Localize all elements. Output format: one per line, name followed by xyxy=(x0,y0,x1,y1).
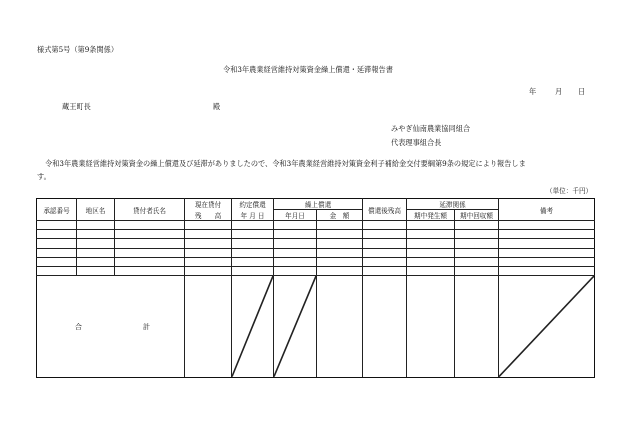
cell-delinq-new[interactable] xyxy=(407,221,455,230)
header-borrower: 貸付者氏名 xyxy=(115,199,185,221)
header-scheduled-bottom: 年 月 日 xyxy=(240,211,265,220)
cell-remarks[interactable] xyxy=(499,221,595,230)
statement-line-2: す。 xyxy=(37,172,51,181)
cell-current-balance[interactable] xyxy=(185,267,232,276)
total-label-left: 合 xyxy=(75,322,82,331)
cell-remarks[interactable] xyxy=(499,257,595,266)
cell-delinq-collected[interactable] xyxy=(455,248,499,257)
cell-delinq-new[interactable] xyxy=(407,248,455,257)
header-current-balance xyxy=(185,199,232,221)
cell-early-amount[interactable] xyxy=(317,239,363,248)
diagonal-slash-icon xyxy=(274,276,316,377)
header-after-balance: 償還後残高 xyxy=(363,199,407,221)
cell-early-amount[interactable] xyxy=(317,221,363,230)
cell-district[interactable] xyxy=(77,230,115,239)
cell-early-amount[interactable] xyxy=(317,267,363,276)
header-row-1 xyxy=(37,199,595,210)
cell-scheduled[interactable] xyxy=(232,230,274,239)
cell-borrower[interactable] xyxy=(115,267,185,276)
header-scheduled-repayment xyxy=(232,199,274,221)
cell-scheduled[interactable] xyxy=(232,267,274,276)
cell-early-date[interactable] xyxy=(274,267,317,276)
cell-after-balance[interactable] xyxy=(363,267,407,276)
cell-district[interactable] xyxy=(77,267,115,276)
table-row xyxy=(37,248,595,257)
cell-district[interactable] xyxy=(77,248,115,257)
date-month: 月 xyxy=(555,87,563,96)
cell-district[interactable] xyxy=(77,221,115,230)
cell-delinq-collected[interactable] xyxy=(455,221,499,230)
diagonal-slash-icon xyxy=(499,276,594,377)
header-district: 地区名 xyxy=(77,199,115,221)
cell-approval-no[interactable] xyxy=(37,267,77,276)
table-row xyxy=(37,239,595,248)
header-delinq-new: 期中発生額 xyxy=(407,210,455,221)
report-table xyxy=(36,198,595,378)
total-delinq-collected[interactable] xyxy=(455,276,499,378)
header-current-balance-bottom: 残 高 xyxy=(194,211,222,220)
cell-scheduled[interactable] xyxy=(232,239,274,248)
cell-approval-no[interactable] xyxy=(37,230,77,239)
total-early-amount[interactable] xyxy=(317,276,363,378)
cell-approval-no[interactable] xyxy=(37,248,77,257)
document-title: 令和3年農業経営維持対策資金繰上償還・延滞報告書 xyxy=(223,65,393,74)
cell-current-balance[interactable] xyxy=(185,230,232,239)
cell-early-date[interactable] xyxy=(274,257,317,266)
total-current-balance[interactable] xyxy=(185,276,232,378)
cell-early-amount[interactable] xyxy=(317,257,363,266)
cell-district[interactable] xyxy=(77,239,115,248)
cell-borrower[interactable] xyxy=(115,257,185,266)
cell-delinq-new[interactable] xyxy=(407,239,455,248)
cell-approval-no[interactable] xyxy=(37,239,77,248)
cell-delinq-collected[interactable] xyxy=(455,239,499,248)
cell-delinq-collected[interactable] xyxy=(455,257,499,266)
cell-early-amount[interactable] xyxy=(317,248,363,257)
table-row xyxy=(37,221,595,230)
addressee: 蔵王町長 xyxy=(62,102,91,111)
cell-after-balance[interactable] xyxy=(363,230,407,239)
header-delinq-collected: 期中回収額 xyxy=(455,210,499,221)
form-number: 様式第5号（第9条関係） xyxy=(37,45,119,54)
cell-current-balance[interactable] xyxy=(185,257,232,266)
total-early-date-crossed xyxy=(274,276,317,378)
sender-org: みやぎ仙南農業協同組合 xyxy=(391,124,471,133)
cell-delinq-collected[interactable] xyxy=(455,230,499,239)
unit-note: （単位：千円） xyxy=(546,187,593,195)
total-label-cell xyxy=(37,276,185,378)
date-day: 日 xyxy=(578,87,586,96)
cell-after-balance[interactable] xyxy=(363,248,407,257)
cell-borrower[interactable] xyxy=(115,221,185,230)
sender-representative: 代表理事組合長 xyxy=(391,138,442,147)
cell-borrower[interactable] xyxy=(115,230,185,239)
honorific: 殿 xyxy=(213,102,221,111)
cell-remarks[interactable] xyxy=(499,230,595,239)
cell-remarks[interactable] xyxy=(499,267,595,276)
cell-scheduled[interactable] xyxy=(232,248,274,257)
total-scheduled-crossed xyxy=(232,276,274,378)
header-early-amount: 金 額 xyxy=(317,210,363,221)
cell-current-balance[interactable] xyxy=(185,239,232,248)
header-scheduled-top: 約定償還 xyxy=(239,201,266,210)
cell-approval-no[interactable] xyxy=(37,221,77,230)
cell-approval-no[interactable] xyxy=(37,257,77,266)
header-approval-no: 承認番号 xyxy=(37,199,77,221)
cell-borrower[interactable] xyxy=(115,239,185,248)
cell-borrower[interactable] xyxy=(115,248,185,257)
cell-current-balance[interactable] xyxy=(185,248,232,257)
total-row xyxy=(37,276,595,378)
header-current-balance-top: 現在貸付 xyxy=(194,201,222,210)
statement-line-1: 令和3年農業経営維持対策資金の繰上償還及び延滞がありましたので、令和3年農業経営維持対策資金利子補給金交付要綱第9条の規定により報告しま xyxy=(45,159,526,168)
cell-after-balance[interactable] xyxy=(363,257,407,266)
cell-after-balance[interactable] xyxy=(363,221,407,230)
header-delinquency: 延滞関係 xyxy=(407,199,499,210)
total-label-right: 計 xyxy=(143,322,150,331)
header-early-repayment: 繰上償還 xyxy=(274,199,363,210)
table-row xyxy=(37,257,595,266)
cell-delinq-collected[interactable] xyxy=(455,267,499,276)
cell-remarks[interactable] xyxy=(499,239,595,248)
cell-early-date[interactable] xyxy=(274,239,317,248)
cell-delinq-new[interactable] xyxy=(407,257,455,266)
cell-scheduled[interactable] xyxy=(232,257,274,266)
cell-scheduled[interactable] xyxy=(232,221,274,230)
diagonal-slash-icon xyxy=(232,276,273,377)
date-year: 年 xyxy=(529,87,537,96)
header-early-date: 年月日 xyxy=(274,210,317,221)
cell-early-amount[interactable] xyxy=(317,230,363,239)
total-remarks-crossed xyxy=(499,276,595,378)
table-row xyxy=(37,267,595,276)
cell-delinq-new[interactable] xyxy=(407,230,455,239)
total-after-balance[interactable] xyxy=(363,276,407,378)
cell-district[interactable] xyxy=(77,257,115,266)
cell-delinq-new[interactable] xyxy=(407,267,455,276)
table-row xyxy=(37,230,595,239)
header-remarks: 備考 xyxy=(499,199,595,221)
cell-early-date[interactable] xyxy=(274,230,317,239)
cell-after-balance[interactable] xyxy=(363,239,407,248)
cell-current-balance[interactable] xyxy=(185,221,232,230)
cell-remarks[interactable] xyxy=(499,248,595,257)
cell-early-date[interactable] xyxy=(274,248,317,257)
cell-early-date[interactable] xyxy=(274,221,317,230)
total-delinq-new[interactable] xyxy=(407,276,455,378)
